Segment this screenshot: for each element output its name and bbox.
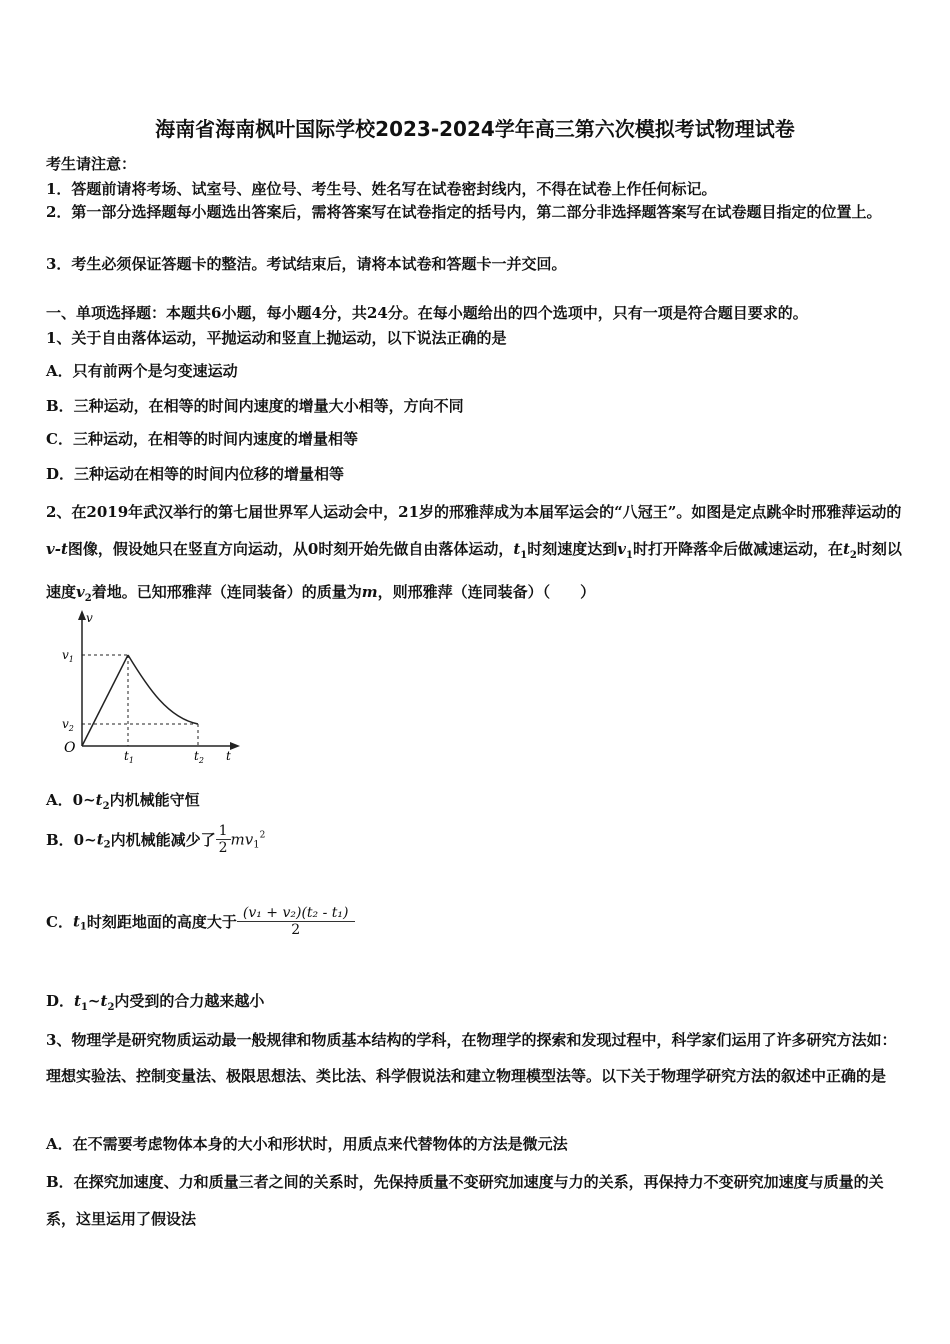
t-label: t	[226, 749, 231, 763]
c-fraction: $\frac{\text{(v₁ + v₂)(t₂ - t₁)}}{2}$	[237, 905, 355, 938]
page-title: 海南省海南枫叶国际学校2023-2024学年高三第六次模拟考试物理试卷	[155, 117, 795, 141]
accel-line	[82, 655, 128, 746]
q1-option-b: B．三种运动，在相等的时间内速度的增量大小相等，方向不同	[46, 397, 464, 415]
q2-option-b: B．$0\sim t_2$内机械能减少了 $\frac{1}{2}$ $mv_1^2$	[46, 823, 266, 856]
q3-option-b: B．在探究加速度、力和质量三者之间的关系时，先保持质量不变研究加速度与力的关系，再保持力不变研究加速度与质量的关系，这里运用了假设法	[46, 1173, 884, 1228]
t1-label: $t_1$	[124, 749, 134, 765]
section-heading: 一、单项选择题：本题共6小题，每小题4分，共24分。在每小题给出的四个选项中，只有一项是符合题目要求的。	[46, 304, 808, 322]
v-axis-arrow	[78, 610, 86, 620]
q1-option-c: C．三种运动，在相等的时间内速度的增量相等	[46, 430, 358, 448]
t2-label: $t_2$	[194, 749, 204, 765]
t-axis-arrow	[230, 742, 240, 750]
vt-graph	[56, 606, 246, 766]
q3-option-a: A．在不需要考虑物体本身的大小和形状时，用质点来代替物体的方法是微元法	[46, 1135, 568, 1153]
q3-stem: 3、物理学是研究物质运动最一般规律和物质基本结构的学科，在物理学的探索和发现过程中，科学家们运用了许多研究方法如：理想实验法、控制变量法、极限思想法、类比法、科学假说法和建立物理模型法等。以下关于物理学研究方法的叙述中正确的是	[46, 1031, 897, 1085]
decel-curve	[128, 655, 198, 724]
q1-option-d: D．三种运动在相等的时间内位移的增量相等	[46, 465, 345, 483]
notice-item-3: 3．考生必须保证答题卡的整洁。考试结束后，请将本试卷和答题卡一并交回。	[46, 255, 567, 273]
q1-option-a: A．只有前两个是匀变速运动	[46, 362, 238, 380]
v-label: v	[86, 611, 93, 625]
q2-option-a: A．$0\sim t_2$内机械能守恒	[46, 791, 200, 812]
origin-label: O	[64, 740, 76, 756]
q2-stem: 2、在2019年武汉举行的第七届世界军人运动会中，21岁的邢雅萍成为本届军运会的“八冠王”。如图是定点跳伞时邢雅萍运动的v-t图像，假设她只在竖直方向运动，从0时刻开始先做自由落体运动，$t_1$时刻速度达到$v_1$时打开降落伞后做减速运动，在$t_2$时刻以速度$v_2$着地。已知邢雅萍（连同装备）的质量为m，则邢雅萍（连同装备）（ ）	[46, 503, 902, 604]
notice-item-2: 2．第一部分选择题每小题选出答案后，需将答案写在试卷指定的括号内，第二部分非选择题答案写在试卷题目指定的位置上。	[46, 203, 882, 221]
q2-option-c: C．$t_1$时刻距地面的高度大于 $\frac{\text{(v₁ + v₂)(t₂ - t₁)}}{2}$	[46, 905, 355, 938]
v2-label: $v_2$	[62, 717, 74, 733]
v1-label: $v_1$	[62, 648, 74, 664]
notice-heading: 考生请注意：	[46, 155, 137, 173]
b-fraction: $\frac{1}{2}$	[216, 823, 231, 856]
q2-option-d: D．$t_1\sim t_2$内受到的合力越来越小	[46, 992, 265, 1013]
q1-stem: 1、关于自由落体运动，平抛运动和竖直上抛运动，以下说法正确的是	[46, 329, 507, 347]
notice-item-1: 1．答题前请将考场、试室号、座位号、考生号、姓名写在试卷密封线内，不得在试卷上作任何标记。	[46, 180, 717, 198]
